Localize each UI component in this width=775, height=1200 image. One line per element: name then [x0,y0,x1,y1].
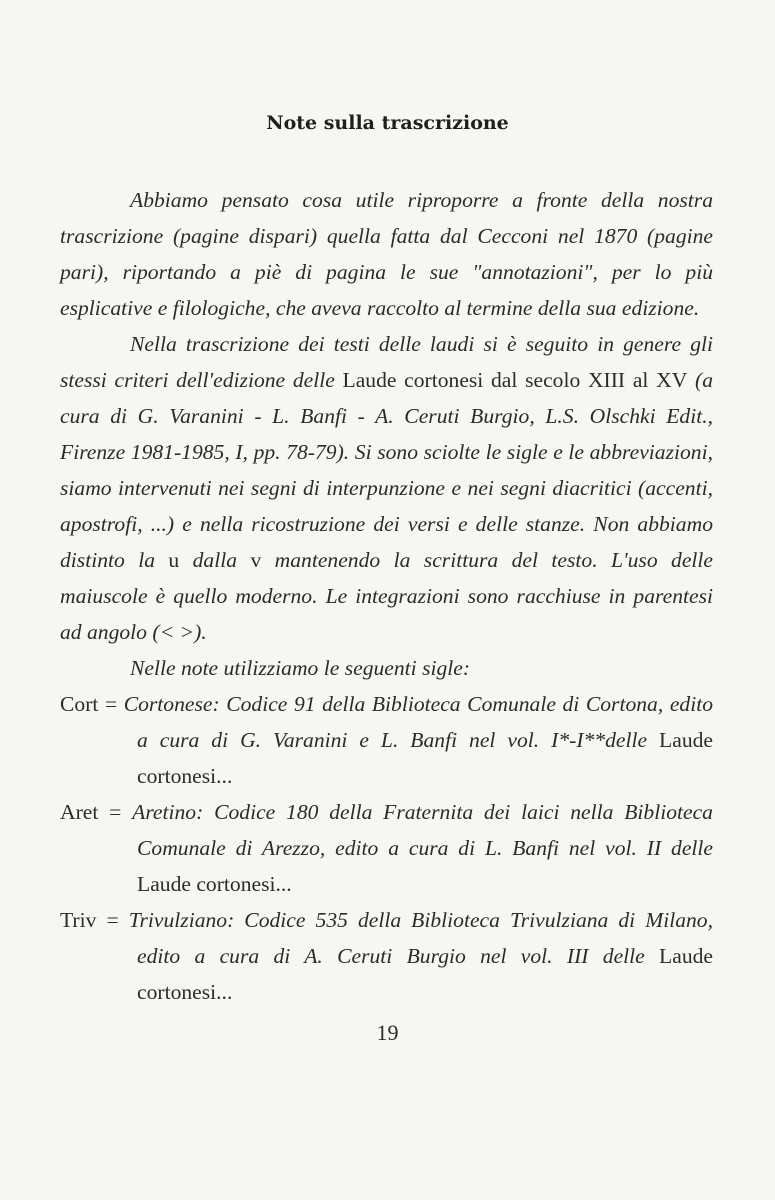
sigla-text: Aretino: Codice 180 della Fraternita dei laici nella Biblioteca Comunale di Arezzo, edito a cura di L. Banfi nel vol. II delle [132,800,713,860]
letter-v: v [250,548,262,572]
paragraph-intro: Abbiamo pensato cosa utile riproporre a fronte della nostra trascrizione (pagine dispari) quella fatta dal Cecconi nel 1870 (pagine pari), riportando a piè di pagina le sue "annotazioni", per lo più esplicative e filologiche, che aveva raccolto al termine della sua edizione. [60,188,713,320]
sigla-abbr: Cort = [60,692,124,716]
paragraph-sigle-intro: Nelle note utilizziamo le seguenti sigle: [130,656,471,680]
criteria-text-1: Nella trascrizione dei testi delle laudi si è seguito in genere gli stessi criteri dell'edizione delle [60,332,713,392]
sigla-ref: Laude cortonesi... [137,728,713,788]
criteria-text-3: dalla [179,548,251,572]
page-number: 19 [376,1020,399,1045]
sigla-text: Trivulziano: Codice 535 della Biblioteca Trivulziana di Milano, edito a cura di A. Ceruti Burgio nel vol. III delle [128,908,713,968]
sigla-aret [60,794,713,902]
sigla-ref: Laude cortonesi... [137,872,292,896]
sigla-abbr: Triv = [60,908,129,932]
criteria-text-4: mantenendo la scrittura del testo. L'uso delle maiuscole è quello moderno. Le integrazioni sono racchiuse in parentesi ad angolo (< >). [60,548,714,644]
sigla-abbr: Aret = [60,800,133,824]
sigla-text: Cortonese: Codice 91 della Biblioteca Comunale di Cortona, edito a cura di G. Varanini e L. Banfi nel vol. I*-I**delle [123,692,713,752]
sigla-ref: Laude cortonesi... [137,944,713,1004]
paragraph-criteria [60,326,713,650]
letter-u: u [168,548,180,572]
edition-title: Laude cortonesi dal secolo XIII al XV [342,368,688,392]
page-title: Note sulla trascrizione [266,112,509,134]
body-text [60,182,713,1010]
sigla-cort [60,686,713,794]
criteria-text-2: (a cura di G. Varanini - L. Banfi - A. Ceruti Burgio, L.S. Olschki Edit., Firenze 1981-1985, I, pp. 78-79). Si sono sciolte le sigle e le abbreviazioni, siamo intervenuti nei segni di interpunzione e nei segni diacritici (accenti, apostrofi, ...) e nella ricostruzione dei versi e delle stanze. Non abbiamo distinto la [60,368,713,572]
sigla-triv [60,902,713,1010]
